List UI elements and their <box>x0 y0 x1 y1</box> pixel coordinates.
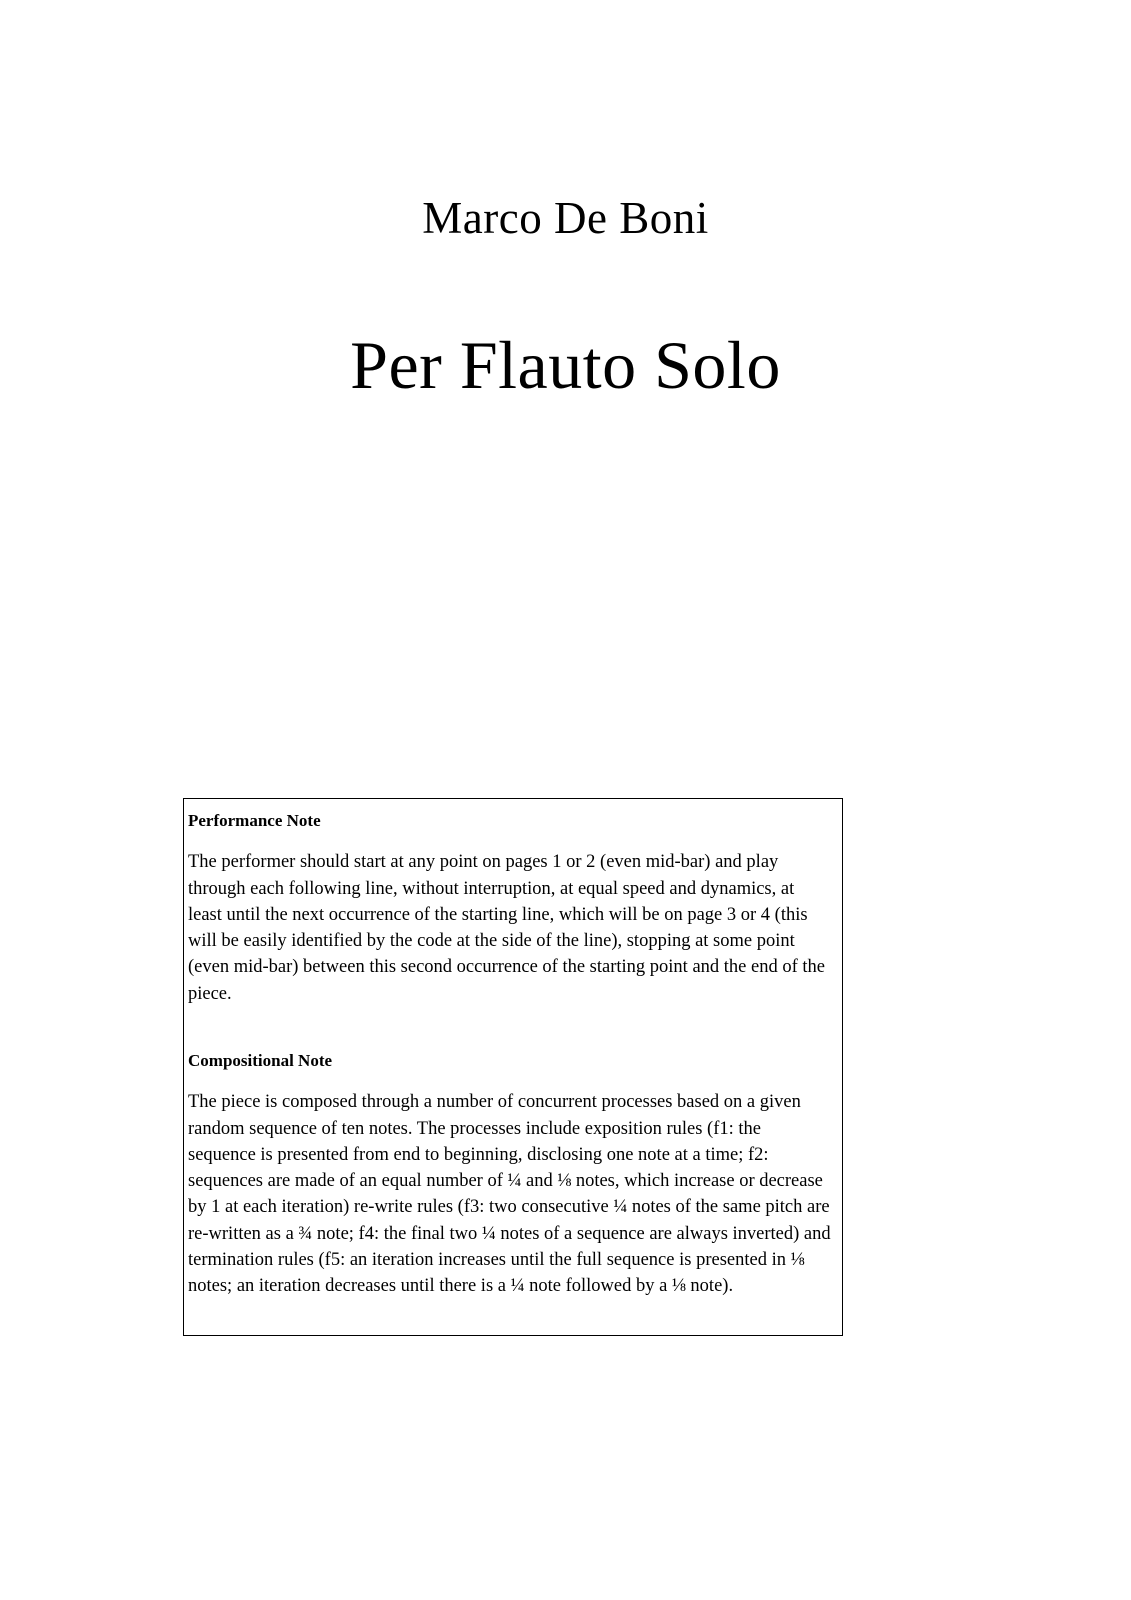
page-title: Per Flauto Solo <box>350 327 781 403</box>
performance-note-heading: Performance Note <box>188 811 321 830</box>
notes-gap <box>188 1007 832 1051</box>
performance-note-body: The performer should start at any point on pages 1 or 2 (even mid-bar) and play through each following line, without interruption, at equal speed and dynamics, at least until the next occurrence of the starting line, which will be on page 3 or 4 (this will be easily identified by the code at the side of the line), stopping at some point (even mid-bar) between this second occurrence of the starting point and the end of the piece. <box>188 852 825 1004</box>
notes-box <box>183 798 843 1336</box>
composer-name: Marco De Boni <box>422 193 709 243</box>
compositional-note-body: The piece is composed through a number of concurrent processes based on a given random sequence of ten notes. The processes include exposition rules (f1: the sequence is presented from end to beginning, disclosing one note at a time; f2: sequences are made of an equal number of ¼ and ⅛ notes, which increase or decrease by 1 at each iteration) re-write rules (f3: two consecutive ¼ notes of the same pitch are re-written as a ¾ note; f4: the final two ¼ notes of a sequence are always inverted) and termination rules (f5: an iteration increases until the full sequence is presented in ⅛ notes; an iteration decreases until there is a ¼ note followed by a ⅛ note). <box>188 1092 831 1297</box>
compositional-note-heading: Compositional Note <box>188 1050 333 1070</box>
